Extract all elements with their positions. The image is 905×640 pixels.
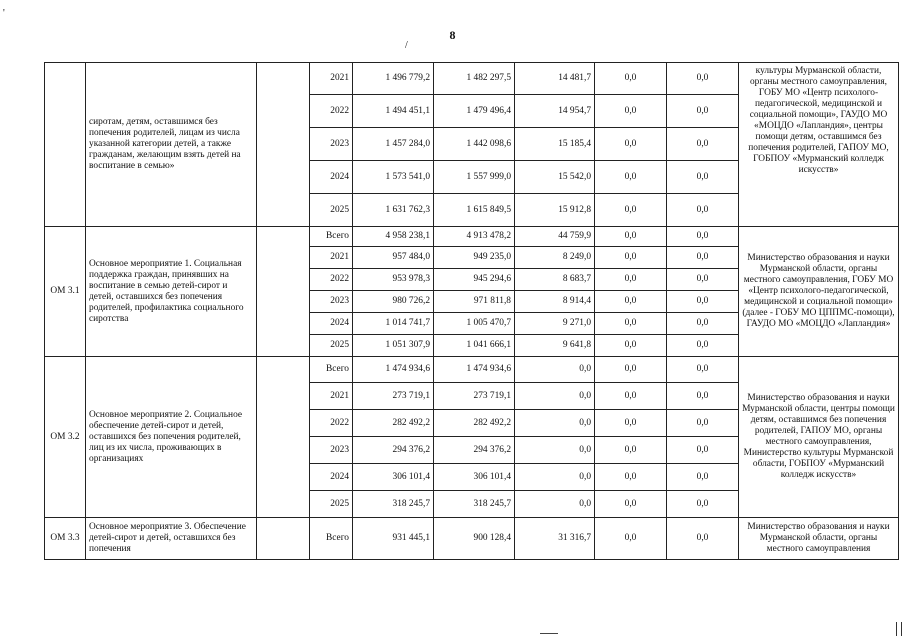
total-cell: 273 719,1: [353, 383, 434, 410]
executor-cell: Министерство образования и науки Мурманской области, органы местного самоуправления: [739, 518, 899, 560]
total-cell: 957 484,0: [353, 247, 434, 269]
federal-cell: 0,0: [515, 491, 595, 518]
local-cell: 0,0: [595, 437, 667, 464]
measure-description: сиротам, детям, оставшимся без попечения родителей, лицам из числа указанной категории детей, а также гражданам, желающим взять детей на воспитание в семью»: [86, 63, 257, 227]
budget-cell: 1 482 297,5: [434, 63, 515, 95]
year-cell: Всего: [310, 227, 353, 247]
federal-cell: 14 954,7: [515, 95, 595, 128]
total-cell: 306 101,4: [353, 464, 434, 491]
budget-cell: 1 041 666,1: [434, 335, 515, 357]
local-cell: 0,0: [595, 383, 667, 410]
federal-cell: 14 481,7: [515, 63, 595, 95]
other-cell: 0,0: [667, 269, 739, 291]
other-cell: 0,0: [667, 357, 739, 383]
budget-cell: 282 492,2: [434, 410, 515, 437]
federal-cell: 31 316,7: [515, 518, 595, 560]
federal-cell: 0,0: [515, 437, 595, 464]
other-cell: 0,0: [667, 128, 739, 161]
federal-cell: 15 542,0: [515, 161, 595, 194]
budget-cell: 1 557 999,0: [434, 161, 515, 194]
local-cell: 0,0: [595, 313, 667, 335]
local-cell: 0,0: [595, 518, 667, 560]
measure-code: ОМ 3.3: [45, 518, 86, 560]
year-cell: 2022: [310, 410, 353, 437]
federal-cell: 0,0: [515, 357, 595, 383]
federal-cell: 0,0: [515, 464, 595, 491]
year-cell: 2025: [310, 335, 353, 357]
other-cell: 0,0: [667, 227, 739, 247]
other-cell: 0,0: [667, 518, 739, 560]
other-cell: 0,0: [667, 335, 739, 357]
blank-cell: [257, 518, 310, 560]
local-cell: 0,0: [595, 335, 667, 357]
total-cell: 318 245,7: [353, 491, 434, 518]
table-row: [45, 63, 899, 95]
other-cell: 0,0: [667, 410, 739, 437]
other-cell: 0,0: [667, 247, 739, 269]
local-cell: 0,0: [595, 194, 667, 227]
local-cell: 0,0: [595, 410, 667, 437]
footer-line: [540, 633, 558, 634]
other-cell: 0,0: [667, 291, 739, 313]
scan-bracket-mark: [896, 622, 902, 636]
local-cell: 0,0: [595, 269, 667, 291]
budget-cell: 945 294,6: [434, 269, 515, 291]
corner-mark: ': [3, 8, 5, 19]
budget-cell: 273 719,1: [434, 383, 515, 410]
federal-cell: 9 271,0: [515, 313, 595, 335]
year-cell: 2023: [310, 437, 353, 464]
local-cell: 0,0: [595, 291, 667, 313]
year-cell: 2022: [310, 95, 353, 128]
table-row: [45, 357, 899, 383]
table-row: [45, 518, 899, 560]
budget-cell: 949 235,0: [434, 247, 515, 269]
measure-description: Основное мероприятие 2. Социальное обеспечение детей-сирот и детей, оставшихся без попечения родителей, лиц из их числа, проживающих в организациях: [86, 357, 257, 518]
other-cell: 0,0: [667, 491, 739, 518]
budget-cell: 900 128,4: [434, 518, 515, 560]
table-row: [45, 227, 899, 247]
program-financing-table: [44, 62, 899, 560]
year-cell: 2025: [310, 194, 353, 227]
year-cell: Всего: [310, 357, 353, 383]
total-cell: 1 494 451,1: [353, 95, 434, 128]
local-cell: 0,0: [595, 491, 667, 518]
year-cell: 2024: [310, 161, 353, 194]
federal-cell: 8 249,0: [515, 247, 595, 269]
federal-cell: 8 914,4: [515, 291, 595, 313]
year-cell: 2025: [310, 491, 353, 518]
year-cell: 2024: [310, 313, 353, 335]
budget-cell: 1 474 934,6: [434, 357, 515, 383]
local-cell: 0,0: [595, 63, 667, 95]
total-cell: 1 051 307,9: [353, 335, 434, 357]
year-cell: 2023: [310, 291, 353, 313]
total-cell: 294 376,2: [353, 437, 434, 464]
budget-cell: 1 615 849,5: [434, 194, 515, 227]
blank-cell: [257, 63, 310, 227]
total-cell: 4 958 238,1: [353, 227, 434, 247]
federal-cell: 8 683,7: [515, 269, 595, 291]
budget-cell: 318 245,7: [434, 491, 515, 518]
budget-cell: 1 479 496,4: [434, 95, 515, 128]
measure-code: ОМ 3.1: [45, 227, 86, 357]
other-cell: 0,0: [667, 161, 739, 194]
year-cell: 2021: [310, 63, 353, 95]
federal-cell: 15 185,4: [515, 128, 595, 161]
total-cell: 1 496 779,2: [353, 63, 434, 95]
budget-cell: 306 101,4: [434, 464, 515, 491]
local-cell: 0,0: [595, 128, 667, 161]
year-cell: 2022: [310, 269, 353, 291]
measure-code: [45, 63, 86, 227]
other-cell: 0,0: [667, 313, 739, 335]
blank-cell: [257, 227, 310, 357]
local-cell: 0,0: [595, 464, 667, 491]
total-cell: 953 978,3: [353, 269, 434, 291]
other-cell: 0,0: [667, 464, 739, 491]
executor-cell: Министерство образования и науки Мурманской области, центры помощи детям, оставшимся без попечения родителей, ГАПОУ МО, органы местного самоуправления, Министерство культуры Мурманской области, ГОБПОУ «Мурманский колледж искусств»: [739, 357, 899, 518]
federal-cell: 44 759,9: [515, 227, 595, 247]
federal-cell: 0,0: [515, 383, 595, 410]
measure-description: Основное мероприятие 3. Обеспечение детей-сирот и детей, оставшихся без попечения: [86, 518, 257, 560]
year-cell: 2021: [310, 247, 353, 269]
local-cell: 0,0: [595, 161, 667, 194]
total-cell: 931 445,1: [353, 518, 434, 560]
year-cell: 2023: [310, 128, 353, 161]
local-cell: 0,0: [595, 357, 667, 383]
federal-cell: 15 912,8: [515, 194, 595, 227]
year-cell: 2021: [310, 383, 353, 410]
total-cell: 1 457 284,0: [353, 128, 434, 161]
blank-cell: [257, 357, 310, 518]
measure-description: Основное мероприятие 1. Социальная поддержка граждан, принявших на воспитание в семью детей-сирот и детей, оставшихся без попечения родителей, профилактика социального сиротства: [86, 227, 257, 357]
total-cell: 980 726,2: [353, 291, 434, 313]
total-cell: 1 631 762,3: [353, 194, 434, 227]
other-cell: 0,0: [667, 437, 739, 464]
other-cell: 0,0: [667, 63, 739, 95]
budget-cell: 4 913 478,2: [434, 227, 515, 247]
budget-cell: 1 442 098,6: [434, 128, 515, 161]
budget-cell: 971 811,8: [434, 291, 515, 313]
measure-code: ОМ 3.2: [45, 357, 86, 518]
budget-cell: 1 005 470,7: [434, 313, 515, 335]
other-cell: 0,0: [667, 194, 739, 227]
total-cell: 1 474 934,6: [353, 357, 434, 383]
other-cell: 0,0: [667, 95, 739, 128]
executor-cell: культуры Мурманской области, органы местного самоуправления, ГОБУ МО «Центр психолого-педагогической, медицинской и социальной помощи», ГАУДО МО «МОЦДО «Лапландия», центры помощи детям, оставшимся без попечения родителей, ГАПОУ МО, ГОБПОУ «Мурманский колледж искусств»: [739, 63, 899, 227]
total-cell: 1 014 741,7: [353, 313, 434, 335]
budget-cell: 294 376,2: [434, 437, 515, 464]
local-cell: 0,0: [595, 247, 667, 269]
local-cell: 0,0: [595, 95, 667, 128]
page-number: 8: [449, 28, 456, 42]
other-cell: 0,0: [667, 383, 739, 410]
year-cell: 2024: [310, 464, 353, 491]
federal-cell: 9 641,8: [515, 335, 595, 357]
year-cell: Всего: [310, 518, 353, 560]
total-cell: 282 492,2: [353, 410, 434, 437]
federal-cell: 0,0: [515, 410, 595, 437]
top-mark: /: [405, 40, 408, 51]
local-cell: 0,0: [595, 227, 667, 247]
total-cell: 1 573 541,0: [353, 161, 434, 194]
executor-cell: Министерство образования и науки Мурманской области, органы местного самоуправления, ГОБУ МО «Центр психолого-педагогической, медицинской и социальной помощи» (далее - ГОБУ МО ЦППМС-помощи), ГАУДО МО «МОЦДО «Лапландия»: [739, 227, 899, 357]
